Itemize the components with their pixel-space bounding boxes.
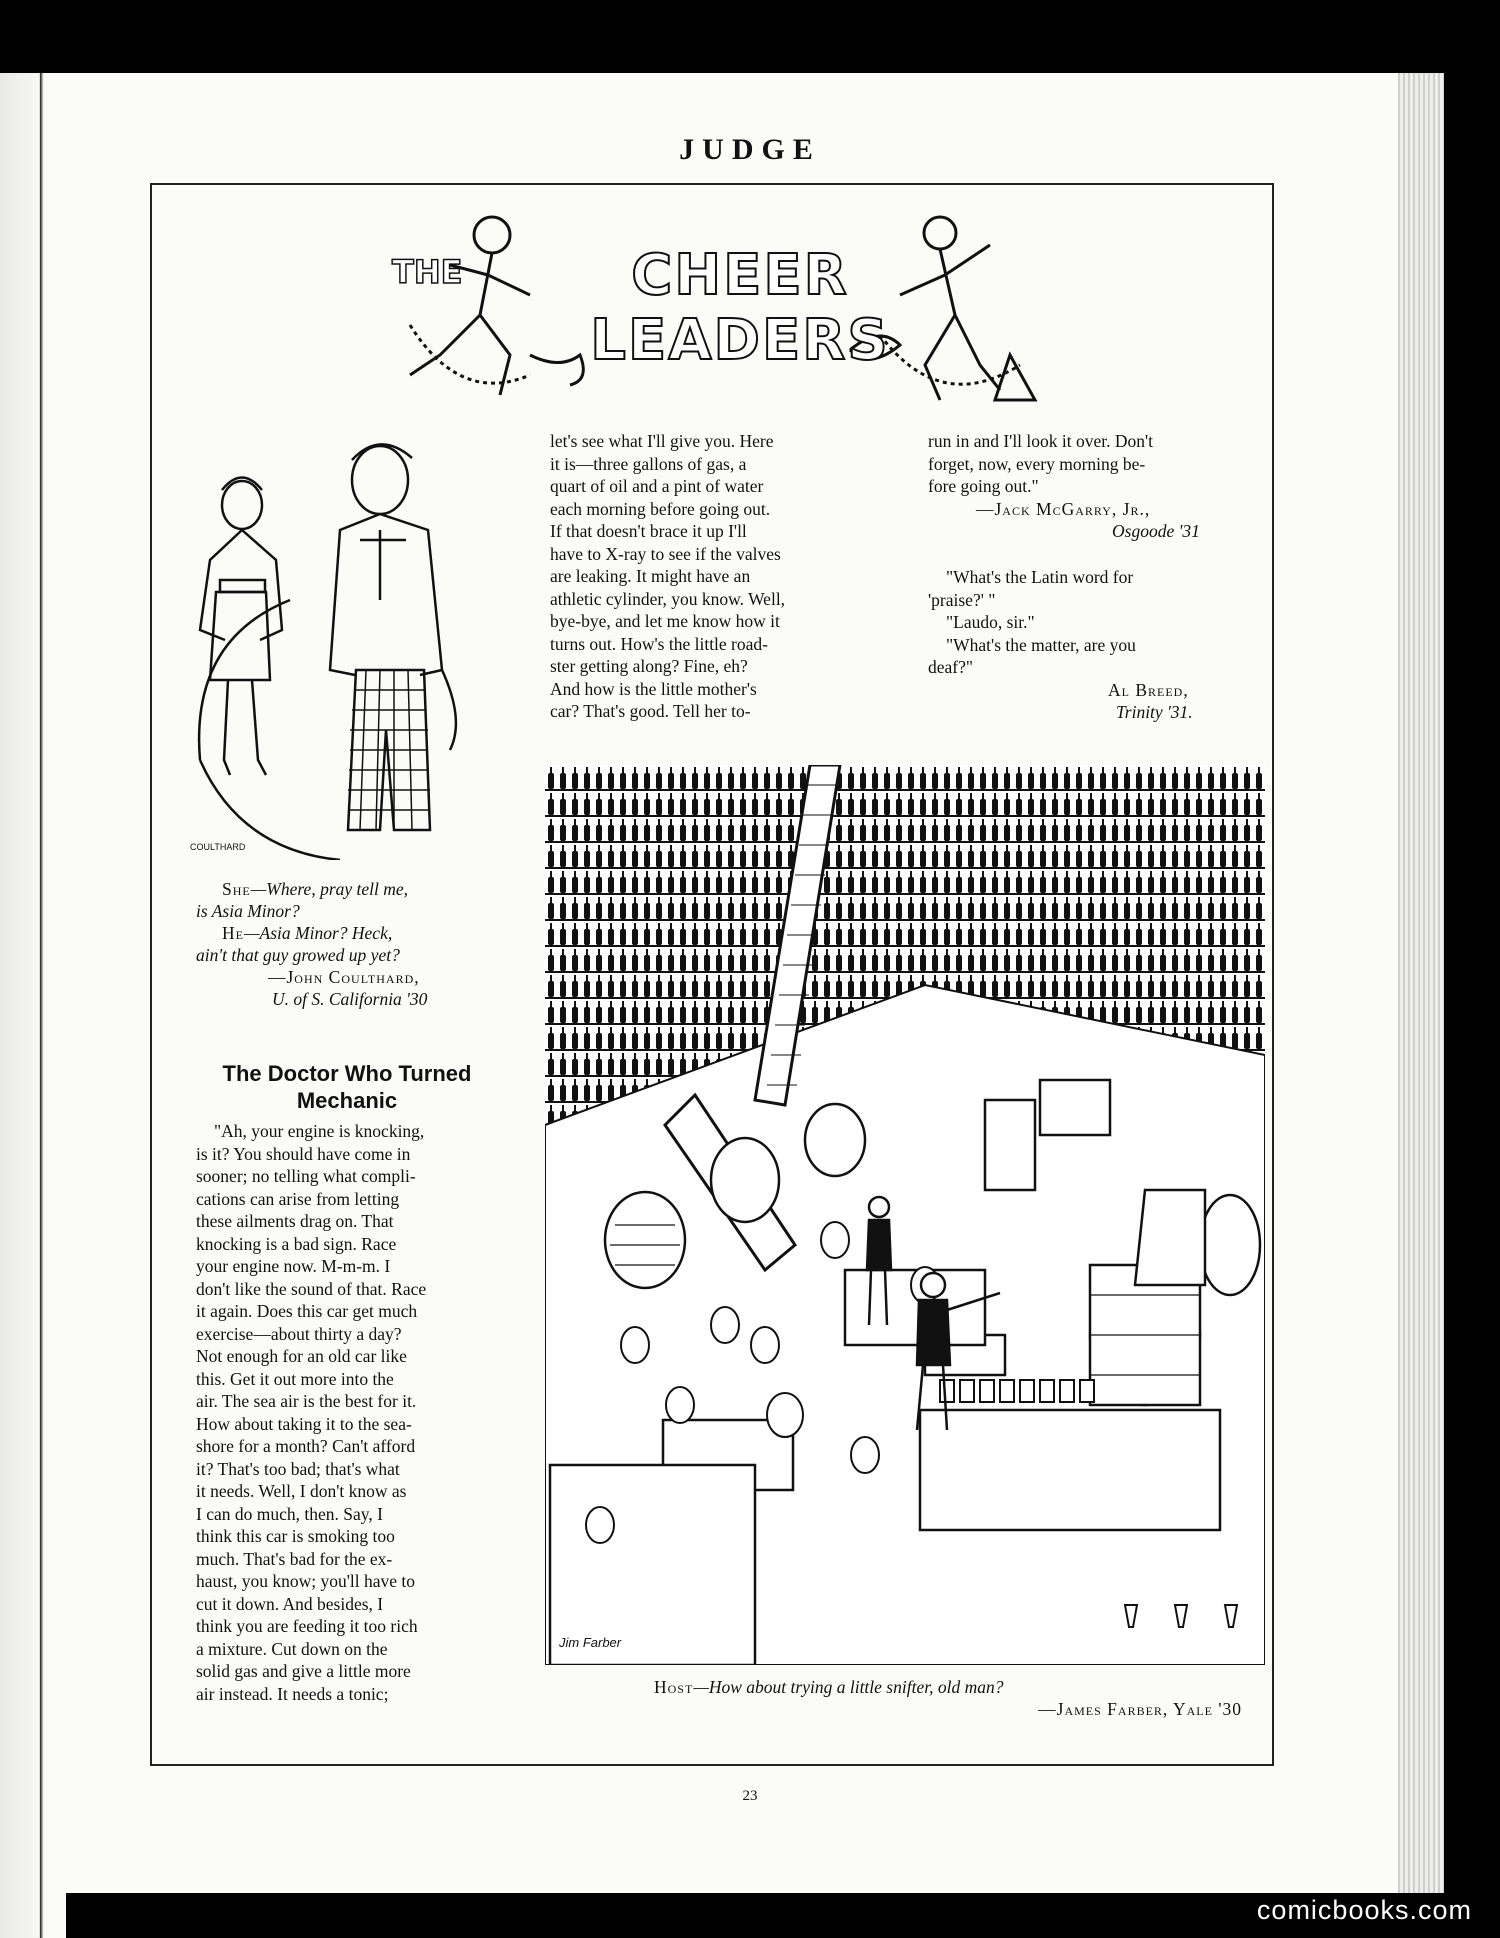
article-line: run in and I'll look it over. Don't	[928, 431, 1154, 451]
joke-credit-school: Trinity '31.	[1116, 702, 1193, 722]
article-line: air. The sea air is the best for it.	[196, 1391, 417, 1411]
article-line: let's see what I'll give you. Here	[550, 431, 774, 451]
article-column-3	[928, 430, 1258, 543]
joke-line: deaf?"	[928, 657, 974, 677]
caption-school: U. of S. California '30	[272, 989, 428, 1009]
article-line: is it? You should have come in	[196, 1143, 411, 1164]
banner-the: THE	[392, 253, 463, 291]
host-caption-text: —How about trying a little snifter, old man?	[693, 1677, 1004, 1697]
caption-speaker-she: She	[222, 879, 251, 899]
article-line: haust, you know; you'll have to	[196, 1571, 415, 1591]
article-line: have to X-ray to see if the valves	[550, 543, 781, 564]
caption-line-1: —Where, pray tell me,	[250, 879, 409, 899]
joke-line: "What's the matter, are you	[946, 634, 1136, 655]
article-credit-name: —Jack McGarry, Jr.,	[976, 498, 1151, 519]
article-line: And how is the little mother's	[550, 678, 757, 699]
banner-title: CHEER LEADERS	[590, 243, 890, 373]
article-line: bye-bye, and let me know how it	[550, 611, 780, 631]
article-line: knocking is a bad sign. Race	[196, 1233, 397, 1254]
article-line: it needs. Well, I don't know as	[196, 1481, 407, 1501]
latin-joke	[928, 566, 1258, 724]
cartoon1-signature: COULTHARD	[190, 842, 246, 852]
article-heading-line-1: The Doctor Who Turned	[222, 1061, 472, 1086]
caption-line-2: is Asia Minor?	[196, 901, 300, 921]
article-line: athletic cylinder, you know. Well,	[550, 588, 786, 609]
caption-speaker-host: Host	[654, 1677, 694, 1697]
masthead: JUDGE	[679, 133, 821, 166]
article-line: sooner; no telling what compli-	[196, 1166, 416, 1186]
book-spine	[0, 73, 66, 1938]
page-number: 23	[742, 1788, 758, 1804]
article-column-1	[196, 1120, 526, 1705]
caption-line-3: —Asia Minor? Heck,	[243, 923, 393, 943]
article-line: car? That's good. Tell her to-	[550, 701, 751, 721]
article-line: cations can arise from letting	[196, 1188, 400, 1209]
article-line: it? That's too bad; that's what	[196, 1458, 400, 1479]
caption-line-4: ain't that guy growed up yet?	[196, 945, 400, 965]
article-line: think this car is smoking too	[196, 1526, 395, 1546]
host-caption-credit: —James Farber, Yale '30	[1038, 1699, 1242, 1719]
watermark: comicbooks.com	[1256, 1895, 1472, 1925]
host-caption	[536, 1676, 1256, 1720]
she-and-he-cartoon	[180, 430, 520, 860]
article-line: solid gas and give a little more	[196, 1661, 411, 1681]
article-line: your engine now. M-m-m. I	[196, 1256, 391, 1276]
article-line: How about taking it to the sea-	[196, 1413, 412, 1434]
article-line: ster getting along? Fine, eh?	[550, 656, 748, 676]
article-credit-school: Osgoode '31	[1112, 521, 1200, 541]
article-line: think you are feeding it too rich	[196, 1616, 418, 1636]
she-he-caption	[196, 878, 496, 1010]
article-line: quart of oil and a pint of water	[550, 476, 764, 496]
article-line: fore going out."	[928, 476, 1039, 496]
article-line: each morning before going out.	[550, 498, 771, 519]
cheer-leaders-banner	[380, 205, 1070, 415]
article-line: much. That's bad for the ex-	[196, 1548, 393, 1569]
wine-cellar-cartoon	[545, 765, 1265, 1665]
joke-line: "What's the Latin word for	[946, 567, 1134, 587]
article-line: this. Get it out more into the	[196, 1368, 394, 1389]
article-column-2	[550, 430, 880, 723]
article-line: If that doesn't brace it up I'll	[550, 521, 747, 541]
article-line: cut it down. And besides, I	[196, 1593, 384, 1614]
article-line: it again. Does this car get much	[196, 1301, 418, 1321]
article-line: air instead. It needs a tonic;	[196, 1683, 389, 1704]
article-line: I can do much, then. Say, I	[196, 1503, 383, 1524]
cartoon2-signature: Jim Farber	[559, 1635, 622, 1650]
caption-speaker-he: He	[222, 923, 244, 943]
page-edges	[1398, 73, 1444, 1893]
article-line: are leaking. It might have an	[550, 566, 751, 586]
article-heading	[196, 1060, 498, 1114]
article-line: don't like the sound of that. Race	[196, 1278, 427, 1299]
article-line: shore for a month? Can't afford	[196, 1436, 416, 1456]
article-line: turns out. How's the little road-	[550, 633, 768, 654]
joke-credit-name: Al Breed,	[1108, 679, 1189, 700]
article-line: it is—three gallons of gas, a	[550, 453, 747, 474]
article-line: a mixture. Cut down on the	[196, 1638, 388, 1659]
article-heading-line-2: Mechanic	[296, 1088, 398, 1113]
joke-line: 'praise?' "	[928, 589, 996, 610]
article-line: "Ah, your engine is knocking,	[214, 1121, 425, 1141]
caption-author: —John Coulthard,	[268, 967, 420, 987]
joke-line: "Laudo, sir."	[946, 612, 1035, 632]
article-line: Not enough for an old car like	[196, 1346, 407, 1366]
article-line: exercise—about thirty a day?	[196, 1323, 402, 1344]
article-line: these ailments drag on. That	[196, 1211, 394, 1231]
article-line: forget, now, every morning be-	[928, 453, 1146, 474]
